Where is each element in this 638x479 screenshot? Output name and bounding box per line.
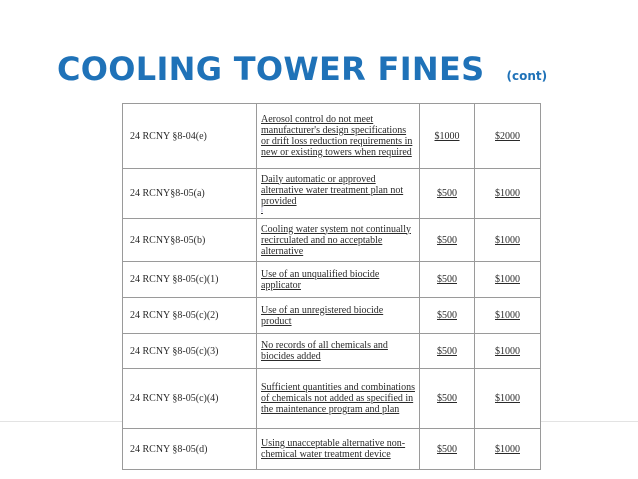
violation-description: Using unacceptable alternative non-chemical water treatment device: [257, 429, 420, 470]
violation-description: Sufficient quantities and combinations of chemicals not added as specified in the maintenance program and plan: [257, 369, 420, 429]
first-fine: $500: [420, 219, 475, 262]
first-fine: $500: [420, 169, 475, 219]
table-row: [123, 169, 541, 219]
second-fine: $1000: [475, 262, 541, 298]
table-row: [123, 104, 541, 169]
regulation-code: 24 RCNY §8-05(d): [123, 429, 257, 470]
table-row: [123, 369, 541, 429]
fines-table: [122, 103, 541, 470]
cursor-mark-icon: ⁞: [261, 205, 263, 214]
first-fine: $500: [420, 298, 475, 334]
violation-description: Cooling water system not continually recirculated and no acceptable alternative: [257, 219, 420, 262]
regulation-code: 24 RCNY §8-04(e): [123, 104, 257, 169]
regulation-code: 24 RCNY§8-05(b): [123, 219, 257, 262]
title-suffix: (cont): [506, 69, 548, 83]
violation-description: No records of all chemicals and biocides added: [257, 334, 420, 369]
slide-title: [57, 50, 547, 88]
second-fine: $1000: [475, 298, 541, 334]
violation-description-cell: [257, 169, 420, 219]
title-main: COOLING TOWER FINES: [57, 50, 485, 88]
divider-left: [0, 421, 122, 422]
violation-description: Daily automatic or approved alternative water treatment plan not provided: [261, 173, 404, 207]
violation-description: Use of an unqualified biocide applicator: [257, 262, 420, 298]
regulation-code: 24 RCNY §8-05(c)(3): [123, 334, 257, 369]
regulation-code: 24 RCNY§8-05(a): [123, 169, 257, 219]
first-fine: $500: [420, 369, 475, 429]
divider-right: [540, 421, 638, 422]
second-fine: $1000: [475, 169, 541, 219]
second-fine: $2000: [475, 104, 541, 169]
second-fine: $1000: [475, 369, 541, 429]
regulation-code: 24 RCNY §8-05(c)(1): [123, 262, 257, 298]
violation-description: Use of an unregistered biocide product: [257, 298, 420, 334]
first-fine: $500: [420, 262, 475, 298]
table-row: [123, 219, 541, 262]
table-row: [123, 298, 541, 334]
first-fine: $500: [420, 334, 475, 369]
second-fine: $1000: [475, 429, 541, 470]
first-fine: $500: [420, 429, 475, 470]
table-row: [123, 429, 541, 470]
second-fine: $1000: [475, 334, 541, 369]
first-fine: $1000: [420, 104, 475, 169]
violation-description: Aerosol control do not meet manufacturer's design specifications or drift loss reduction requirements in new or existing towers when required: [257, 104, 420, 169]
second-fine: $1000: [475, 219, 541, 262]
regulation-code: 24 RCNY §8-05(c)(2): [123, 298, 257, 334]
table-row: [123, 334, 541, 369]
regulation-code: 24 RCNY §8-05(c)(4): [123, 369, 257, 429]
table-row: [123, 262, 541, 298]
